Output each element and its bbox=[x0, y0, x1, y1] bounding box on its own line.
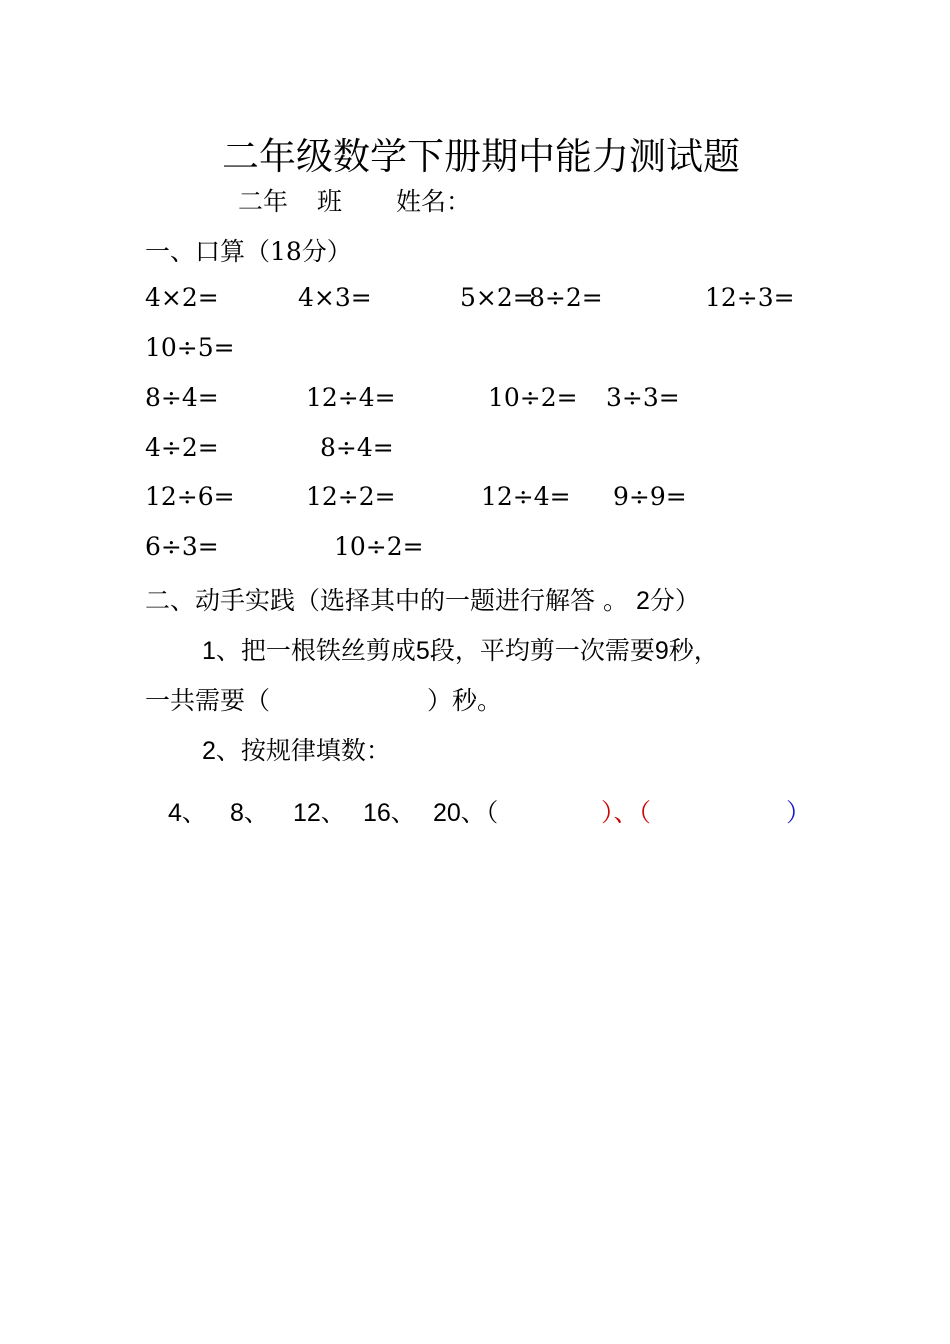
question-1-answer-suffix: ）秒。 bbox=[427, 686, 503, 715]
problem: 12÷2= bbox=[306, 482, 396, 511]
problem: 5×2= bbox=[460, 283, 534, 312]
problem: 4×3= bbox=[298, 283, 372, 312]
problem: 3÷3= bbox=[606, 383, 680, 412]
sequence-blank-1[interactable] bbox=[520, 793, 600, 823]
section1-heading: 一、口算（18分） bbox=[145, 237, 352, 266]
question-1: 1、把一根铁丝剪成5段，平均剪一次需要9秒， bbox=[202, 636, 719, 665]
sequence-blank-2-close: ） bbox=[786, 798, 812, 827]
problem: 10÷2= bbox=[334, 532, 424, 561]
problem: 10÷5= bbox=[145, 333, 235, 362]
sequence-blank-1-close: ）、（ bbox=[601, 798, 652, 827]
answer-blank[interactable] bbox=[270, 681, 420, 711]
problem: 12÷3= bbox=[705, 283, 795, 312]
problem: 8÷4= bbox=[320, 433, 394, 462]
sequence-blank-2[interactable] bbox=[665, 793, 785, 823]
problem: 12÷4= bbox=[306, 383, 396, 412]
problem: 4×2= bbox=[145, 283, 219, 312]
problem: 6÷3= bbox=[145, 532, 219, 561]
question-1-answer-prefix: 一共需要（ bbox=[145, 686, 271, 715]
name-label: 姓名： bbox=[396, 187, 472, 216]
class-label: 班 bbox=[317, 187, 343, 216]
problem: 10÷2= bbox=[488, 383, 578, 412]
section2-heading: 二、动手实践（选择其中的一题进行解答 。 2分） bbox=[145, 586, 700, 615]
problem: 12÷6= bbox=[145, 482, 235, 511]
problem: 9÷9= bbox=[613, 482, 687, 511]
grade-label: 二年 bbox=[238, 187, 289, 216]
sequence-item: 20、（ bbox=[433, 799, 499, 827]
problem: 4÷2= bbox=[145, 433, 219, 462]
sequence-item: 16、 bbox=[363, 799, 416, 827]
page-title: 二年级数学下册期中能力测试题 bbox=[222, 135, 740, 178]
sequence-item: 8、 bbox=[230, 799, 269, 827]
sequence-item: 4、 bbox=[168, 799, 207, 827]
sequence-item: 12、 bbox=[293, 799, 346, 827]
problem: 8÷2= bbox=[529, 283, 603, 312]
problem: 8÷4= bbox=[145, 383, 219, 412]
problem: 12÷4= bbox=[481, 482, 571, 511]
question-2: 2、按规律填数： bbox=[202, 736, 391, 765]
